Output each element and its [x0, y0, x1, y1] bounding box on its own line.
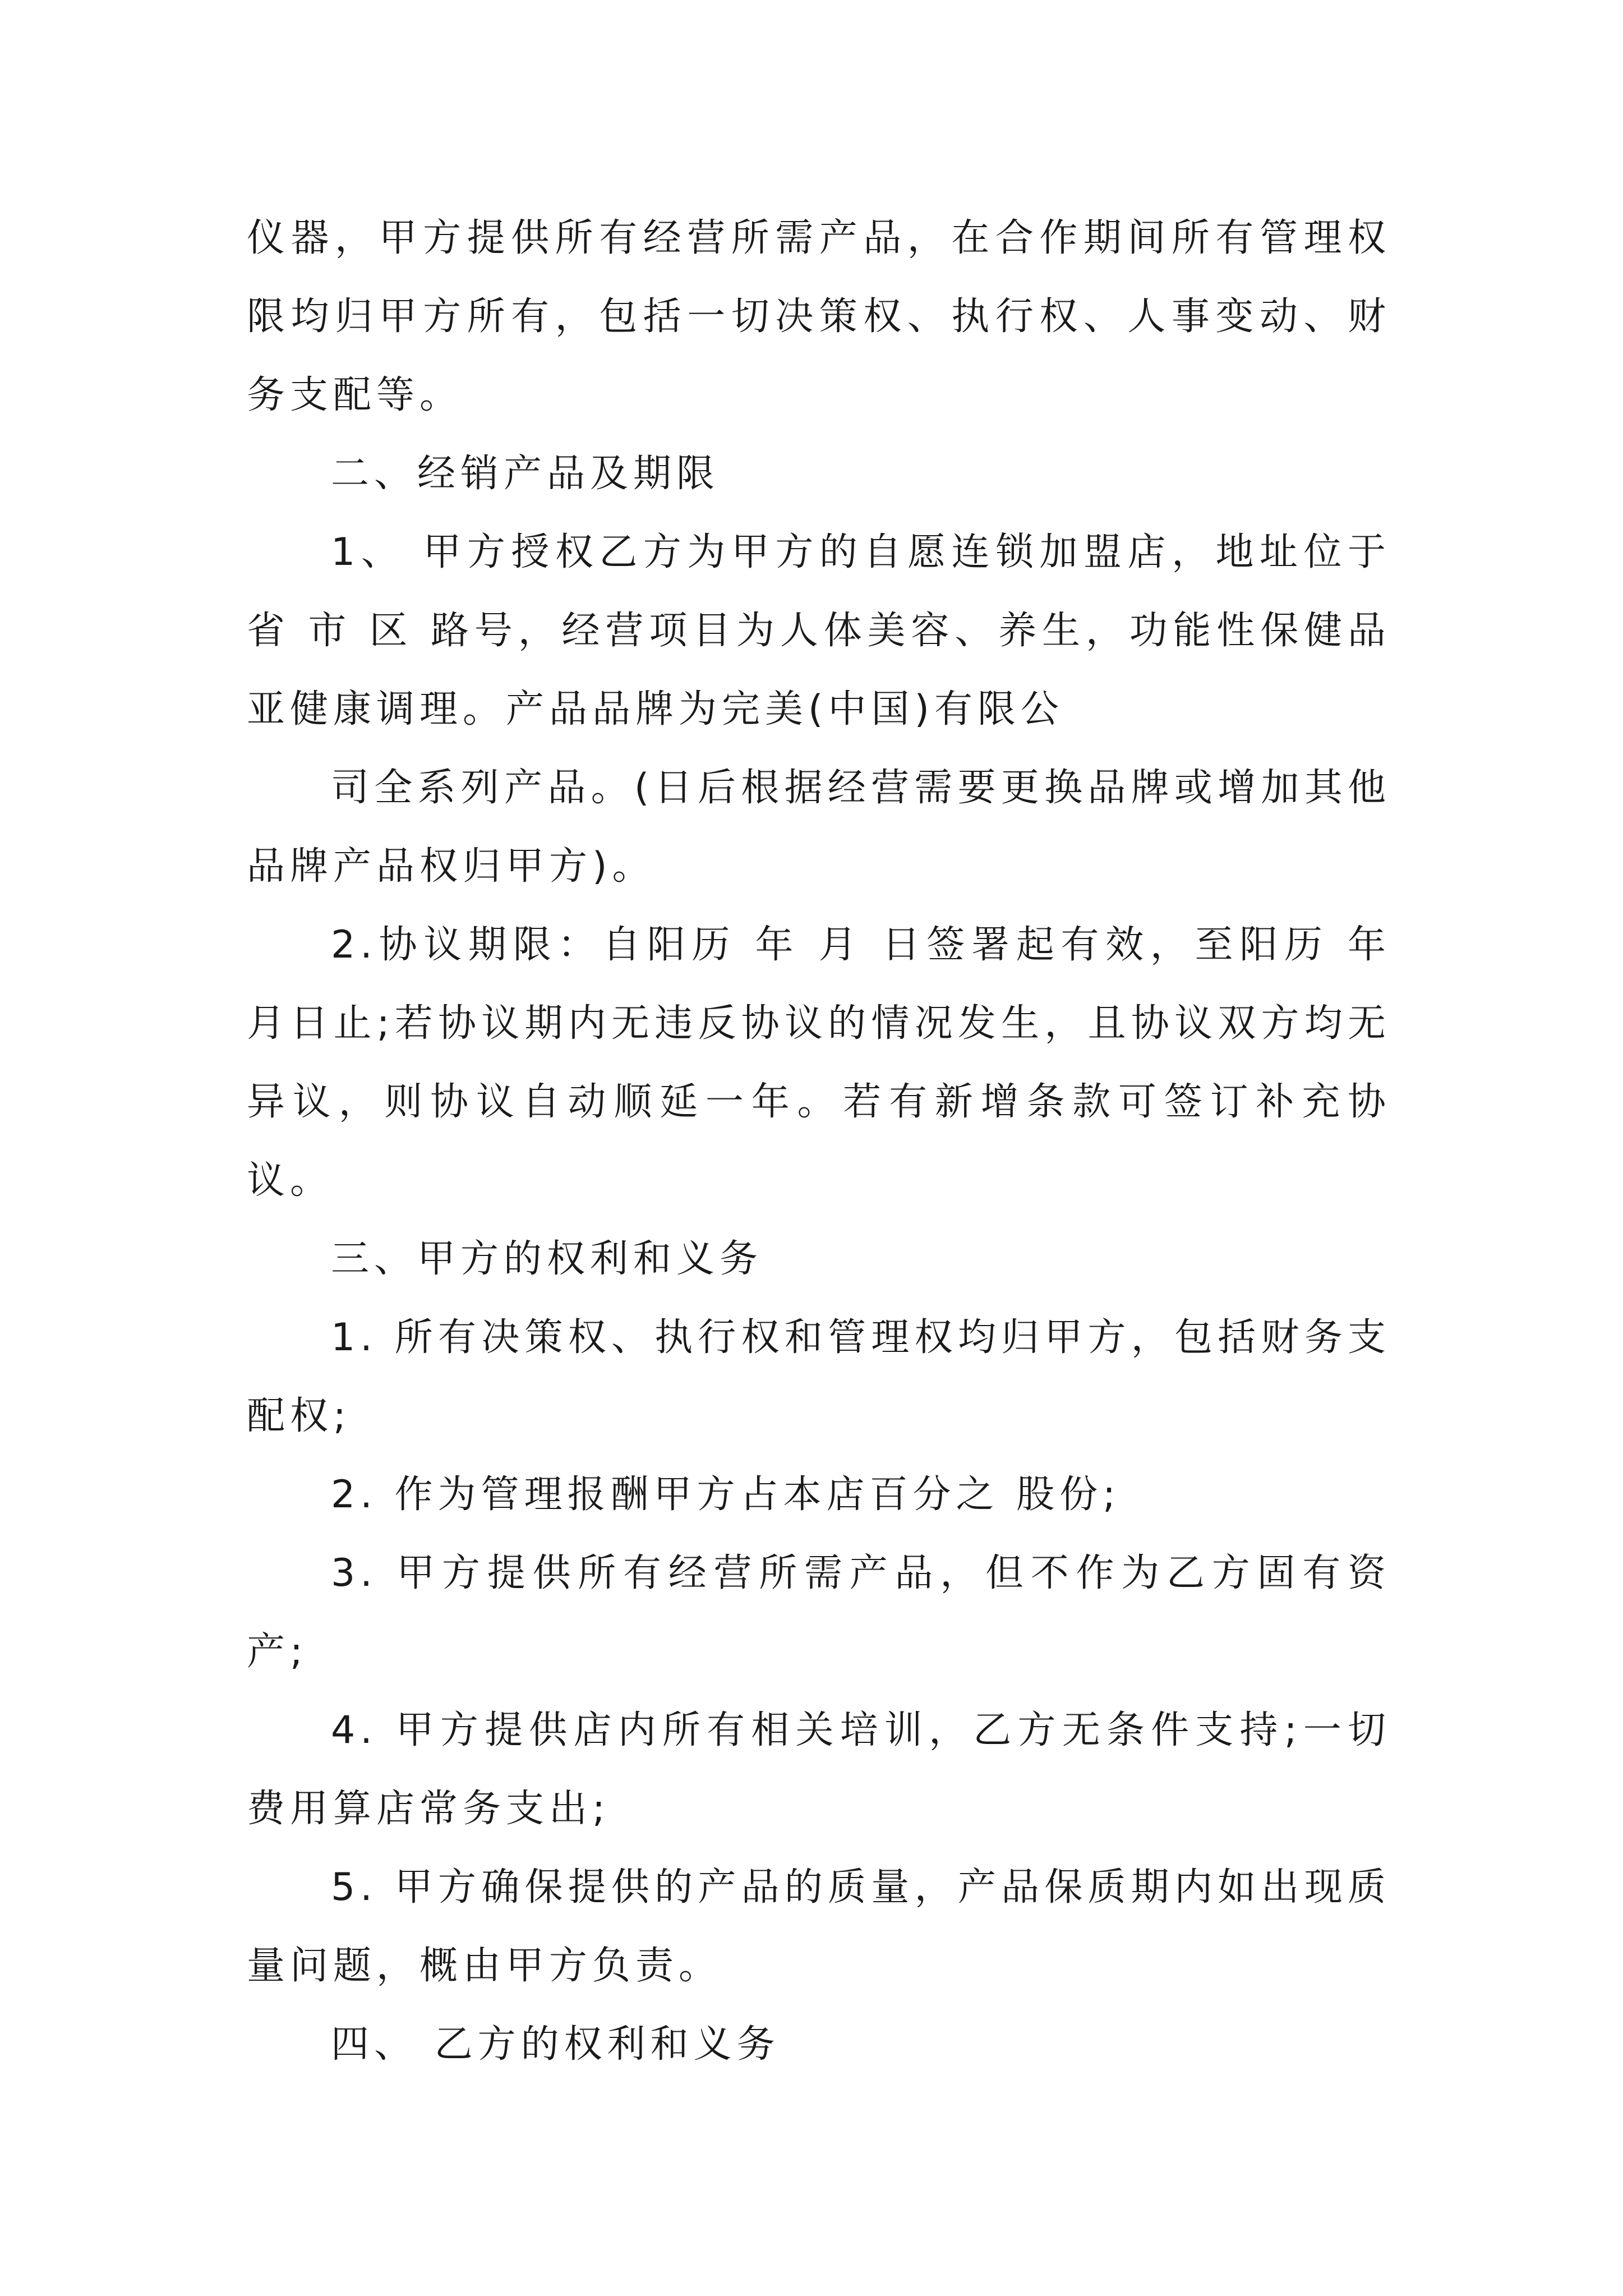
document-body: [247, 199, 1391, 2084]
clause-2-1-continuation: 司全系列产品。(日后根据经营需要更换品牌或增加其他品牌产品权归甲方)。: [247, 766, 1391, 889]
clause-2-1-authorization: 1、 甲方授权乙方为甲方的自愿连锁加盟店，地址位于省 市 区 路号，经营项目为人体美容、养生，功能性保健品亚健康调理。产品品牌为完美(中国)有限公: [247, 530, 1391, 731]
clause-3-5: 5. 甲方确保提供的产品的质量，产品保质期内如出现质量问题，概由甲方负责。: [247, 1865, 1391, 1988]
section-heading-products-term: 二、经销产品及期限: [331, 452, 720, 496]
section-heading-party-b-rights: 四、 乙方的权利和义务: [331, 2022, 780, 2067]
paragraph-management-rights: 仪器，甲方提供所有经营所需产品，在合作期间所有管理权限均归甲方所有，包括一切决策权、执行权、人事变动、财务支配等。: [247, 216, 1391, 417]
clause-3-4: 4. 甲方提供店内所有相关培训，乙方无条件支持;一切费用算店常务支出;: [247, 1708, 1391, 1831]
clause-2-2-agreement-term: 2.协议期限：自阳历 年 月 日签署起有效，至阳历 年月日止;若协议期内无违反协议的情况发生，且协议双方均无异议，则协议自动顺延一年。若有新增条款可签订补充协议。: [247, 923, 1391, 1203]
clause-3-2: 2. 作为管理报酬甲方占本店百分之 股份;: [331, 1473, 1121, 1517]
clause-3-3: 3. 甲方提供所有经营所需产品，但不作为乙方固有资产;: [247, 1551, 1391, 1674]
section-heading-party-a-rights: 三、甲方的权利和义务: [331, 1237, 763, 1281]
clause-3-1: 1. 所有决策权、执行权和管理权均归甲方，包括财务支配权;: [247, 1315, 1391, 1438]
